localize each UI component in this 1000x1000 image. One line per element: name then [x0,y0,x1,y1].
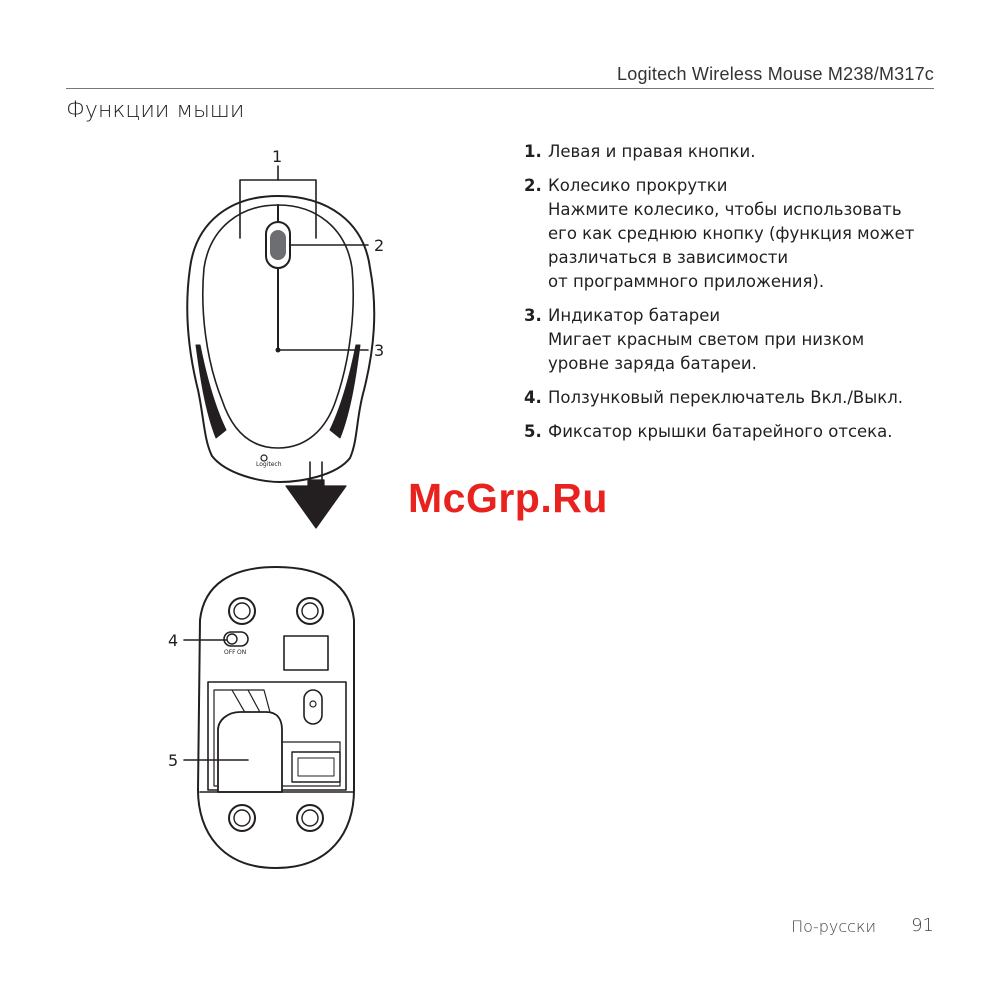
switch-label-on: ON [237,649,247,656]
feature-item [524,304,944,376]
feature-number: 4. [524,388,542,407]
callout-2: 2 [374,236,385,255]
feature-list [524,140,944,454]
feature-text: Левая и правая кнопки. [548,142,756,161]
feature-number: 3. [524,306,542,325]
callout-3: 3 [374,341,385,360]
feature-item [524,420,944,444]
feature-item [524,140,944,164]
feature-text: Нажмите колесико, чтобы использовать [548,200,902,219]
feature-text: Фиксатор крышки батарейного отсека. [548,422,893,441]
section-title: Функции мыши [66,98,245,123]
feature-number: 2. [524,176,542,195]
page-number: 91 [911,915,934,936]
document-header-title: Logitech Wireless Mouse M238/M317c [617,64,934,84]
callout-1: 1 [272,147,283,166]
footer-language: По-русски [791,917,876,936]
mouse-bottom-view [184,567,354,868]
callout-4: 4 [168,631,179,650]
feature-text: уровне заряда батареи. [548,354,757,373]
feature-item [524,174,944,294]
feature-number: 1. [524,142,542,161]
feature-text: различаться в зависимости [548,248,789,267]
feature-text: его как среднюю кнопку (функция может [548,224,915,243]
feature-text: Колесико прокрутки [548,176,728,195]
watermark: McGrp.Ru [408,475,608,521]
callout-5: 5 [168,751,179,770]
feature-number: 5. [524,422,542,441]
mouse-top-view [187,166,374,528]
feature-text: от программного приложения). [548,272,825,291]
feature-item [524,386,944,410]
switch-label-off: OFF [224,649,236,656]
feature-text: Индикатор батареи [548,306,721,325]
logitech-logo: Logitech [256,461,282,468]
feature-text: Ползунковый переключатель Вкл./Выкл. [548,388,903,407]
feature-text: Мигает красным светом при низком [548,330,865,349]
